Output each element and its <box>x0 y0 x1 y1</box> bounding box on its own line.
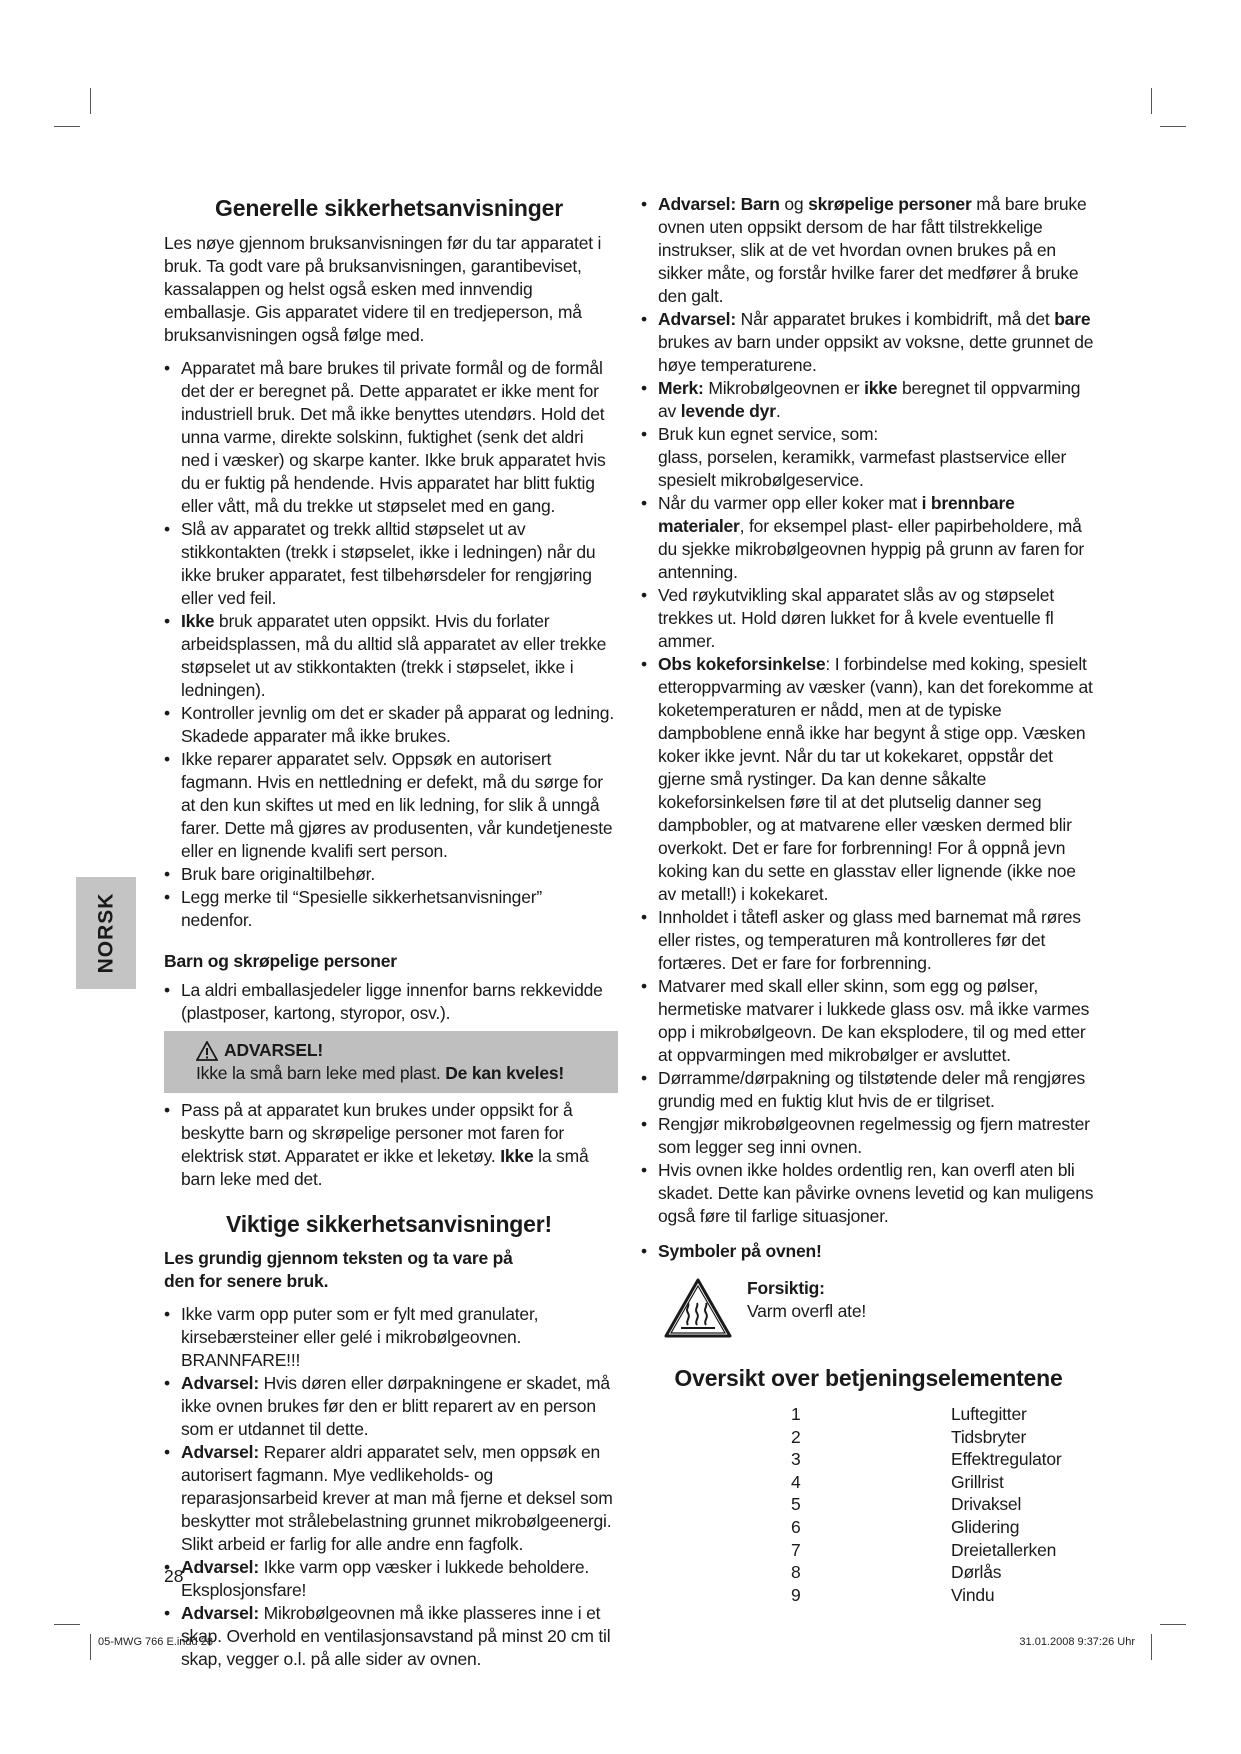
bold-text: bare <box>1054 309 1091 329</box>
table-row <box>791 1584 1062 1607</box>
right-safety-list <box>641 193 1096 1228</box>
warning-triangle-icon <box>196 1041 218 1061</box>
list-item-text: Når apparatet brukes i kombidrift, må det <box>735 309 1055 329</box>
list-item <box>641 492 1096 584</box>
list-item <box>641 1240 1096 1263</box>
list-item: • La aldri emballasjedeler ligge innenfor barns rekkevidde (plastposer, kartong, styropor, osv.). <box>164 979 614 1025</box>
footer-timestamp: 31.01.2008 9:37:26 Uhr <box>1019 1636 1135 1648</box>
warning-box <box>164 1031 618 1093</box>
caution-text-block <box>747 1277 866 1323</box>
list-item-text: , for eksempel plast- eller papirbeholdere, må du sjekke mikrobølgeovnen hyppig på grunn av faren for antenning. <box>658 516 1084 582</box>
crop-mark <box>54 1624 80 1625</box>
list-item-text: Ikke varm opp væsker i lukkede beholdere. Eksplosjonsfare! <box>181 1557 590 1600</box>
table-row <box>791 1426 1062 1449</box>
control-label: Tidsbryter <box>951 1426 1027 1447</box>
crop-mark <box>1160 1624 1186 1625</box>
symbols-list <box>641 1240 1096 1263</box>
important-list <box>164 1303 614 1671</box>
bold-text: Obs kokeforsinkelse <box>658 654 826 674</box>
list-item <box>641 653 1096 906</box>
list-item: • Kontroller jevnlig om det er skader på apparat og ledning. Skadede apparater må ikke brukes. <box>164 702 614 748</box>
list-item-text: Mikrobølgeovnen er <box>703 378 865 398</box>
table-row <box>791 1471 1062 1494</box>
table-row <box>791 1539 1062 1562</box>
children-heading: Barn og skrøpelige personer <box>164 951 397 971</box>
list-item: • Ved røykutvikling skal apparatet slås av og støpselet trekkes ut. Hold døren lukket for å kvele eventuelle fl ammer. <box>641 584 1096 653</box>
warning-text <box>196 1062 608 1085</box>
right-column <box>641 193 1096 1606</box>
bold-text: Ikke <box>500 1146 534 1166</box>
list-item: • Dørramme/dørpakning og tilstøtende deler må rengjøres grundig med en fuktig klut hvis de er tilgriset. <box>641 1067 1096 1113</box>
list-item: • Matvarer med skall eller skinn, som egg og pølser, hermetiske matvarer i lukkede glass osv. må ikke varmes opp i mikrobølgeovn. De kan eksplodere, til og med etter at oppvarmingen med mikrobølger er avsluttet. <box>641 975 1096 1067</box>
intro-paragraph: Les nøye gjennom bruksanvisningen før du tar apparatet i bruk. Ta godt vare på bruksanvisningen, garantibeviset, kassalappen og helst også esken med innvendig emballasje. Gis apparatet videre til en tredjeperson, må bruksanvisningen også følge med. <box>164 233 602 345</box>
hot-surface-icon <box>663 1277 733 1339</box>
list-item <box>164 1099 614 1191</box>
list-item <box>164 1602 614 1671</box>
general-safety-title: Generelle sikkerhetsanvisninger <box>215 195 563 221</box>
control-number: 8 <box>791 1562 801 1583</box>
list-item-text: Reparer aldri apparatet selv, men oppsøk en autorisert fagmann. Mye vedlikeholds- og reparasjonsarbeid krever at man må fjerne et deksel som beskytter mot strålebelastning grunnet mikrobølgeenergi. Slikt arbeid er farlig for alle andre enn fagfolk. <box>181 1442 613 1554</box>
list-item-text: brukes av barn under oppsikt av voksne, dette grunnet de høye temperaturene. <box>658 332 1094 375</box>
control-label: Effektregulator <box>951 1449 1062 1470</box>
control-label: Drivaksel <box>951 1494 1022 1515</box>
crop-mark <box>90 1634 91 1660</box>
list-item-text: bruk apparatet uten oppsikt. Hvis du forlater arbeidsplassen, må du alltid slå apparatet av eller trekke støpselet ut av stikkontakten (trekk i støpselet, ikke i ledningen). <box>181 611 607 700</box>
control-number: 4 <box>791 1471 801 1492</box>
list-item-text: glass, porselen, keramikk, varmefast plastservice eller spesielt mikrobølgeservice. <box>658 447 1067 490</box>
control-number: 3 <box>791 1449 801 1470</box>
control-number: 9 <box>791 1584 801 1605</box>
list-item-text: Pass på at apparatet kun brukes under oppsikt for å beskytte barn og skrøpelige personer mot faren for elektrisk støt. Apparatet er ikke et leketøy. <box>181 1100 573 1166</box>
list-item-text: må bare bruke ovnen uten oppsikt dersom de har fått tilstrekkelige instrukser, slik at de vet hvordan ovnen brukes på en sikker måte, og forstår hvilke farer det medfører å bruke den galt. <box>658 194 1087 306</box>
list-item-text: : I forbindelse med koking, spesielt etteroppvarming av væsker (vann), kan det forekomme at koketemperaturen er nådd, men at de typiske dampboblene ennå ikke har begynt å stige opp. Væsken koker ikke jevnt. Når du tar ut kokekaret, oppstår det gjerne små rystinger. Da kan denne såkalte kokeforsinkelsen føre til at det plutselig danner seg dampbobler, og at matvarene eller væsken dermed blir overkokt. Det er fare for forbrenning! For å oppnå jevn koking kan du sette en glasstav eller lignende (ikke noe av metall!) i kokekaret. <box>658 654 1093 904</box>
list-item <box>641 193 1096 308</box>
control-number: 5 <box>791 1494 801 1515</box>
list-item: • Innholdet i tåtefl asker og glass med barnemat må røres eller ristes, og temperaturen må kontrolleres før det fortæres. Det er fare for forbrenning. <box>641 906 1096 975</box>
bold-text: i brennbare materialer <box>658 493 1015 536</box>
controls-table-body <box>791 1403 1062 1606</box>
page-number: 28 <box>164 1566 184 1586</box>
crop-mark <box>54 126 80 127</box>
general-safety-list <box>164 357 614 932</box>
list-item: • Ikke varm opp puter som er fylt med granulater, kirsebærsteiner eller gelé i mikrobølgeovnen. BRANNFARE!!! <box>164 1303 614 1372</box>
list-item: • Bruk bare originaltilbehør. <box>164 863 614 886</box>
bold-text: Advarsel: <box>181 1557 259 1577</box>
list-item-text: beregnet til oppvarming av <box>658 378 1081 421</box>
children-list <box>164 979 614 1025</box>
children-list-2 <box>164 1099 614 1191</box>
warning-title-text: ADVARSEL! <box>224 1040 323 1060</box>
list-item <box>641 308 1096 377</box>
crop-mark <box>1151 1634 1152 1660</box>
control-number: 2 <box>791 1426 801 1447</box>
list-item-text: Hvis døren eller dørpakningene er skadet, må ikke ovnen brukes før den er blitt reparert av en person som er utdannet til dette. <box>181 1373 610 1439</box>
list-item-text: Mikrobølgeovnen må ikke plasseres inne i et skap. Overhold en ventilasjonsavstand på minst 20 cm til skap, vegger o.l. på alle sider av ovnen. <box>181 1603 611 1669</box>
list-item <box>641 423 1096 492</box>
list-item-text: Når du varmer opp eller koker mat <box>658 493 922 513</box>
left-column <box>164 193 614 1671</box>
crop-mark <box>1160 126 1186 127</box>
list-item-text: og <box>779 194 809 214</box>
list-item: • Ikke reparer apparatet selv. Oppsøk en autorisert fagmann. Hvis en nettledning er defekt, må du sørge for at den kun skiftes ut med en lik ledning, for slik å unngå farer. Dette må gjøres av produsenten, vår kundetjeneste eller en lignende kvalifi sert person. <box>164 748 614 863</box>
caution-text: Varm overfl ate! <box>747 1301 867 1321</box>
list-item <box>164 1441 614 1556</box>
control-label: Vindu <box>951 1584 995 1605</box>
bold-text: Advarsel: <box>181 1442 259 1462</box>
caution-symbol-row <box>663 1277 1096 1339</box>
bold-text: Ikke <box>181 611 215 631</box>
crop-mark <box>90 88 91 114</box>
important-safety-title: Viktige sikkerhetsanvisninger! <box>226 1211 552 1237</box>
list-item-text: la små barn leke med det. <box>181 1146 589 1189</box>
list-item-text: Bruk kun egnet service, som: <box>658 424 879 444</box>
control-label: Luftegitter <box>951 1404 1027 1424</box>
warning-title <box>196 1039 608 1062</box>
bold-text: ikke <box>864 378 898 398</box>
control-label: Dreietallerken <box>951 1539 1057 1560</box>
bold-text: Advarsel: Barn <box>658 194 780 214</box>
list-item <box>164 1556 614 1602</box>
list-item: • Rengjør mikrobølgeovnen regelmessig og fjern matrester som legger seg inni ovnen. <box>641 1113 1096 1159</box>
list-item <box>164 610 614 702</box>
bold-text: Advarsel: <box>181 1373 259 1393</box>
warning-text-bold: De kan kveles! <box>445 1063 565 1083</box>
table-row <box>791 1493 1062 1516</box>
control-label: Grillrist <box>951 1471 1004 1492</box>
language-tab-label: NORSK <box>94 892 117 974</box>
overview-title: Oversikt over betjeningselementene <box>674 1365 1063 1391</box>
bold-text: Advarsel: <box>658 309 736 329</box>
bold-text: Merk: <box>658 378 704 398</box>
table-row <box>791 1561 1062 1584</box>
warning-text-normal: Ikke la små barn leke med plast. <box>196 1063 446 1083</box>
control-number: 1 <box>791 1404 801 1424</box>
list-item <box>641 377 1096 423</box>
symbols-heading: Symboler på ovnen! <box>658 1241 822 1261</box>
list-item <box>164 1372 614 1441</box>
table-row <box>791 1516 1062 1539</box>
bold-text: skrøpelige personer <box>808 194 972 214</box>
bold-text: levende dyr <box>680 401 776 421</box>
list-item: • Legg merke til “Spesielle sikkerhetsanvisninger” nedenfor. <box>164 886 614 932</box>
language-tab <box>76 877 136 989</box>
footer-file-info: 05-MWG 766 E.indd 28 <box>98 1636 213 1648</box>
control-number: 6 <box>791 1516 801 1537</box>
crop-mark <box>1151 88 1152 114</box>
control-number: 7 <box>791 1539 801 1560</box>
list-item: • Slå av apparatet og trekk alltid støpselet ut av stikkontakten (trekk i støpselet, ikke i ledningen) når du ikke bruker apparatet, fest tilbehørsdeler for rengjøring eller ved feil. <box>164 518 614 610</box>
list-item: • Apparatet må bare brukes til private formål og de formål det der er beregnet på. Dette apparatet er ikke ment for industriell bruk. Det må ikke benyttes utendørs. Hold det unna varme, direkte solskinn, fuktighet (senk det aldri ned i væsker) og skarpe kanter. Ikke bruk apparatet hvis du er fuktig på hendende. Hvis apparatet har blitt fuktig eller vått, må du trekke ut støpselet med en gang. <box>164 357 614 518</box>
bold-text: Advarsel: <box>181 1603 259 1623</box>
table-row <box>791 1448 1062 1471</box>
list-item-text: . <box>775 401 781 421</box>
control-label: Dørlås <box>951 1562 1002 1583</box>
table-row <box>791 1403 1062 1426</box>
important-lead: Les grundig gjennom teksten og ta vare på den for senere bruk. <box>164 1248 513 1291</box>
control-label: Glidering <box>951 1516 1020 1537</box>
caution-title: Forsiktig: <box>747 1278 825 1298</box>
list-item: • Hvis ovnen ikke holdes ordentlig ren, kan overfl aten bli skadet. Dette kan påvirke ovnens levetid og kan muligens også føre til farlige situasjoner. <box>641 1159 1096 1228</box>
controls-table <box>791 1403 1062 1606</box>
